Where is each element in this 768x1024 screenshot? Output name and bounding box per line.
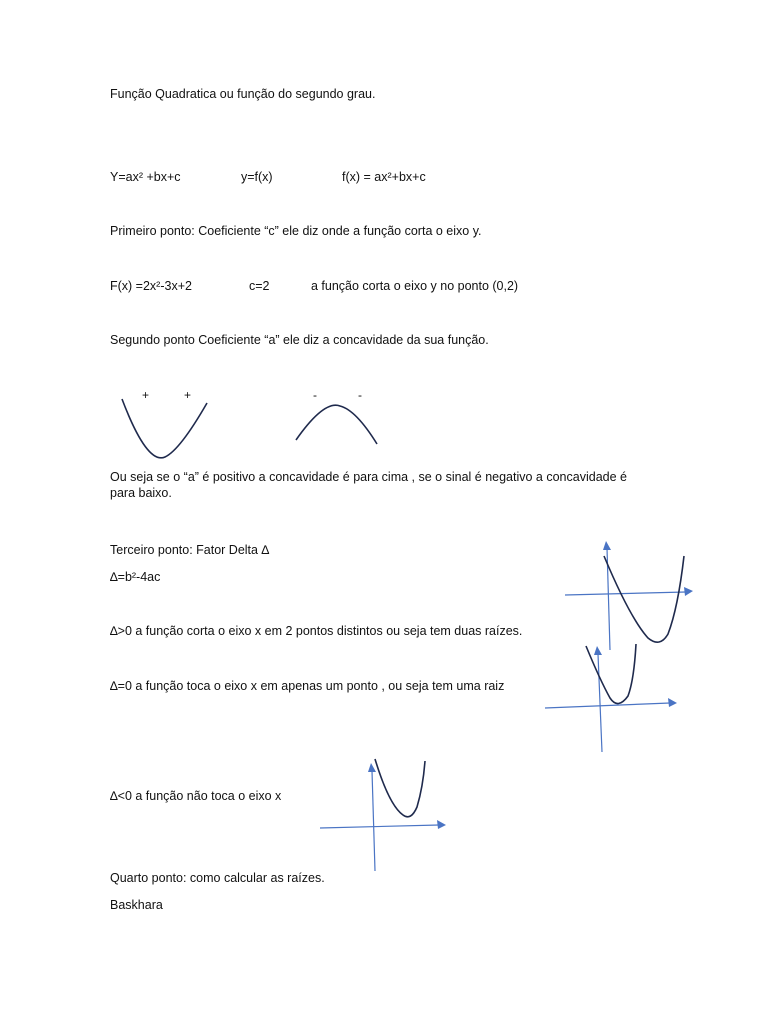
baskhara-text: Baskhara <box>110 898 163 912</box>
concave-up-sign-left: + <box>142 388 150 402</box>
first-point-text: Primeiro ponto: Coeficiente “c” ele diz onde a função corta o eixo y. <box>110 224 482 238</box>
parabola-two-roots <box>604 556 684 642</box>
formula-yfx: y=f(x) <box>241 170 273 184</box>
x-axis-arrow-icon <box>668 698 677 707</box>
example-row <box>110 278 550 294</box>
delta-positive-text: ∆>0 a função corta o eixo x em 2 pontos distintos ou seja tem duas raízes. <box>110 624 523 638</box>
page-title: Função Quadratica ou função do segundo grau. <box>110 87 376 101</box>
example-c-value: c=2 <box>249 279 270 293</box>
graph-delta-negative <box>315 755 455 875</box>
second-point-text: Segundo ponto Coeficiente “a” ele diz a concavidade da sua função. <box>110 333 489 347</box>
formula-row <box>110 169 510 185</box>
graph-delta-positive <box>560 538 700 653</box>
example-conclusion: a função corta o eixo y no ponto (0,2) <box>311 279 519 293</box>
concave-up-parabola <box>115 395 215 465</box>
concave-down-sign-left: - <box>313 388 317 402</box>
delta-negative-text: ∆<0 a função não toca o eixo x <box>110 789 282 803</box>
formula-fx: f(x) = ax²+bx+c <box>342 170 426 184</box>
concave-down-parabola <box>290 398 385 448</box>
y-axis-arrow-icon <box>603 541 611 550</box>
third-point-text: Terceiro ponto: Fator Delta ∆ <box>110 543 270 557</box>
x-axis-arrow-icon <box>437 820 446 829</box>
y-axis-arrow-icon <box>368 763 376 772</box>
delta-zero-text: ∆=0 a função toca o eixo x em apenas um ponto , ou seja tem uma raiz <box>110 679 505 693</box>
example-function: F(x) =2x²-3x+2 <box>110 279 192 293</box>
x-axis <box>565 592 686 595</box>
y-axis <box>372 771 375 871</box>
concave-up-curve <box>122 399 207 458</box>
y-axis <box>598 654 602 752</box>
concavity-explanation: Ou seja se o “a” é positivo a concavidade é para cima , se o sinal é negativo a concavidade é para baixo. <box>110 470 627 500</box>
y-axis-arrow-icon <box>594 646 602 655</box>
graph-delta-zero <box>540 640 680 755</box>
concave-down-curve <box>296 405 377 444</box>
x-axis <box>320 825 439 828</box>
concave-down-sign-right: - <box>358 388 362 402</box>
x-axis-arrow-icon <box>684 587 693 596</box>
concave-up-sign-right: + <box>184 388 192 402</box>
delta-formula: ∆=b²-4ac <box>110 570 161 584</box>
parabola-no-roots <box>375 759 425 817</box>
formula-general: Y=ax² +bx+c <box>110 170 181 184</box>
x-axis <box>545 703 670 708</box>
parabola-one-root <box>586 644 636 704</box>
fourth-point-text: Quarto ponto: como calcular as raízes. <box>110 871 325 885</box>
